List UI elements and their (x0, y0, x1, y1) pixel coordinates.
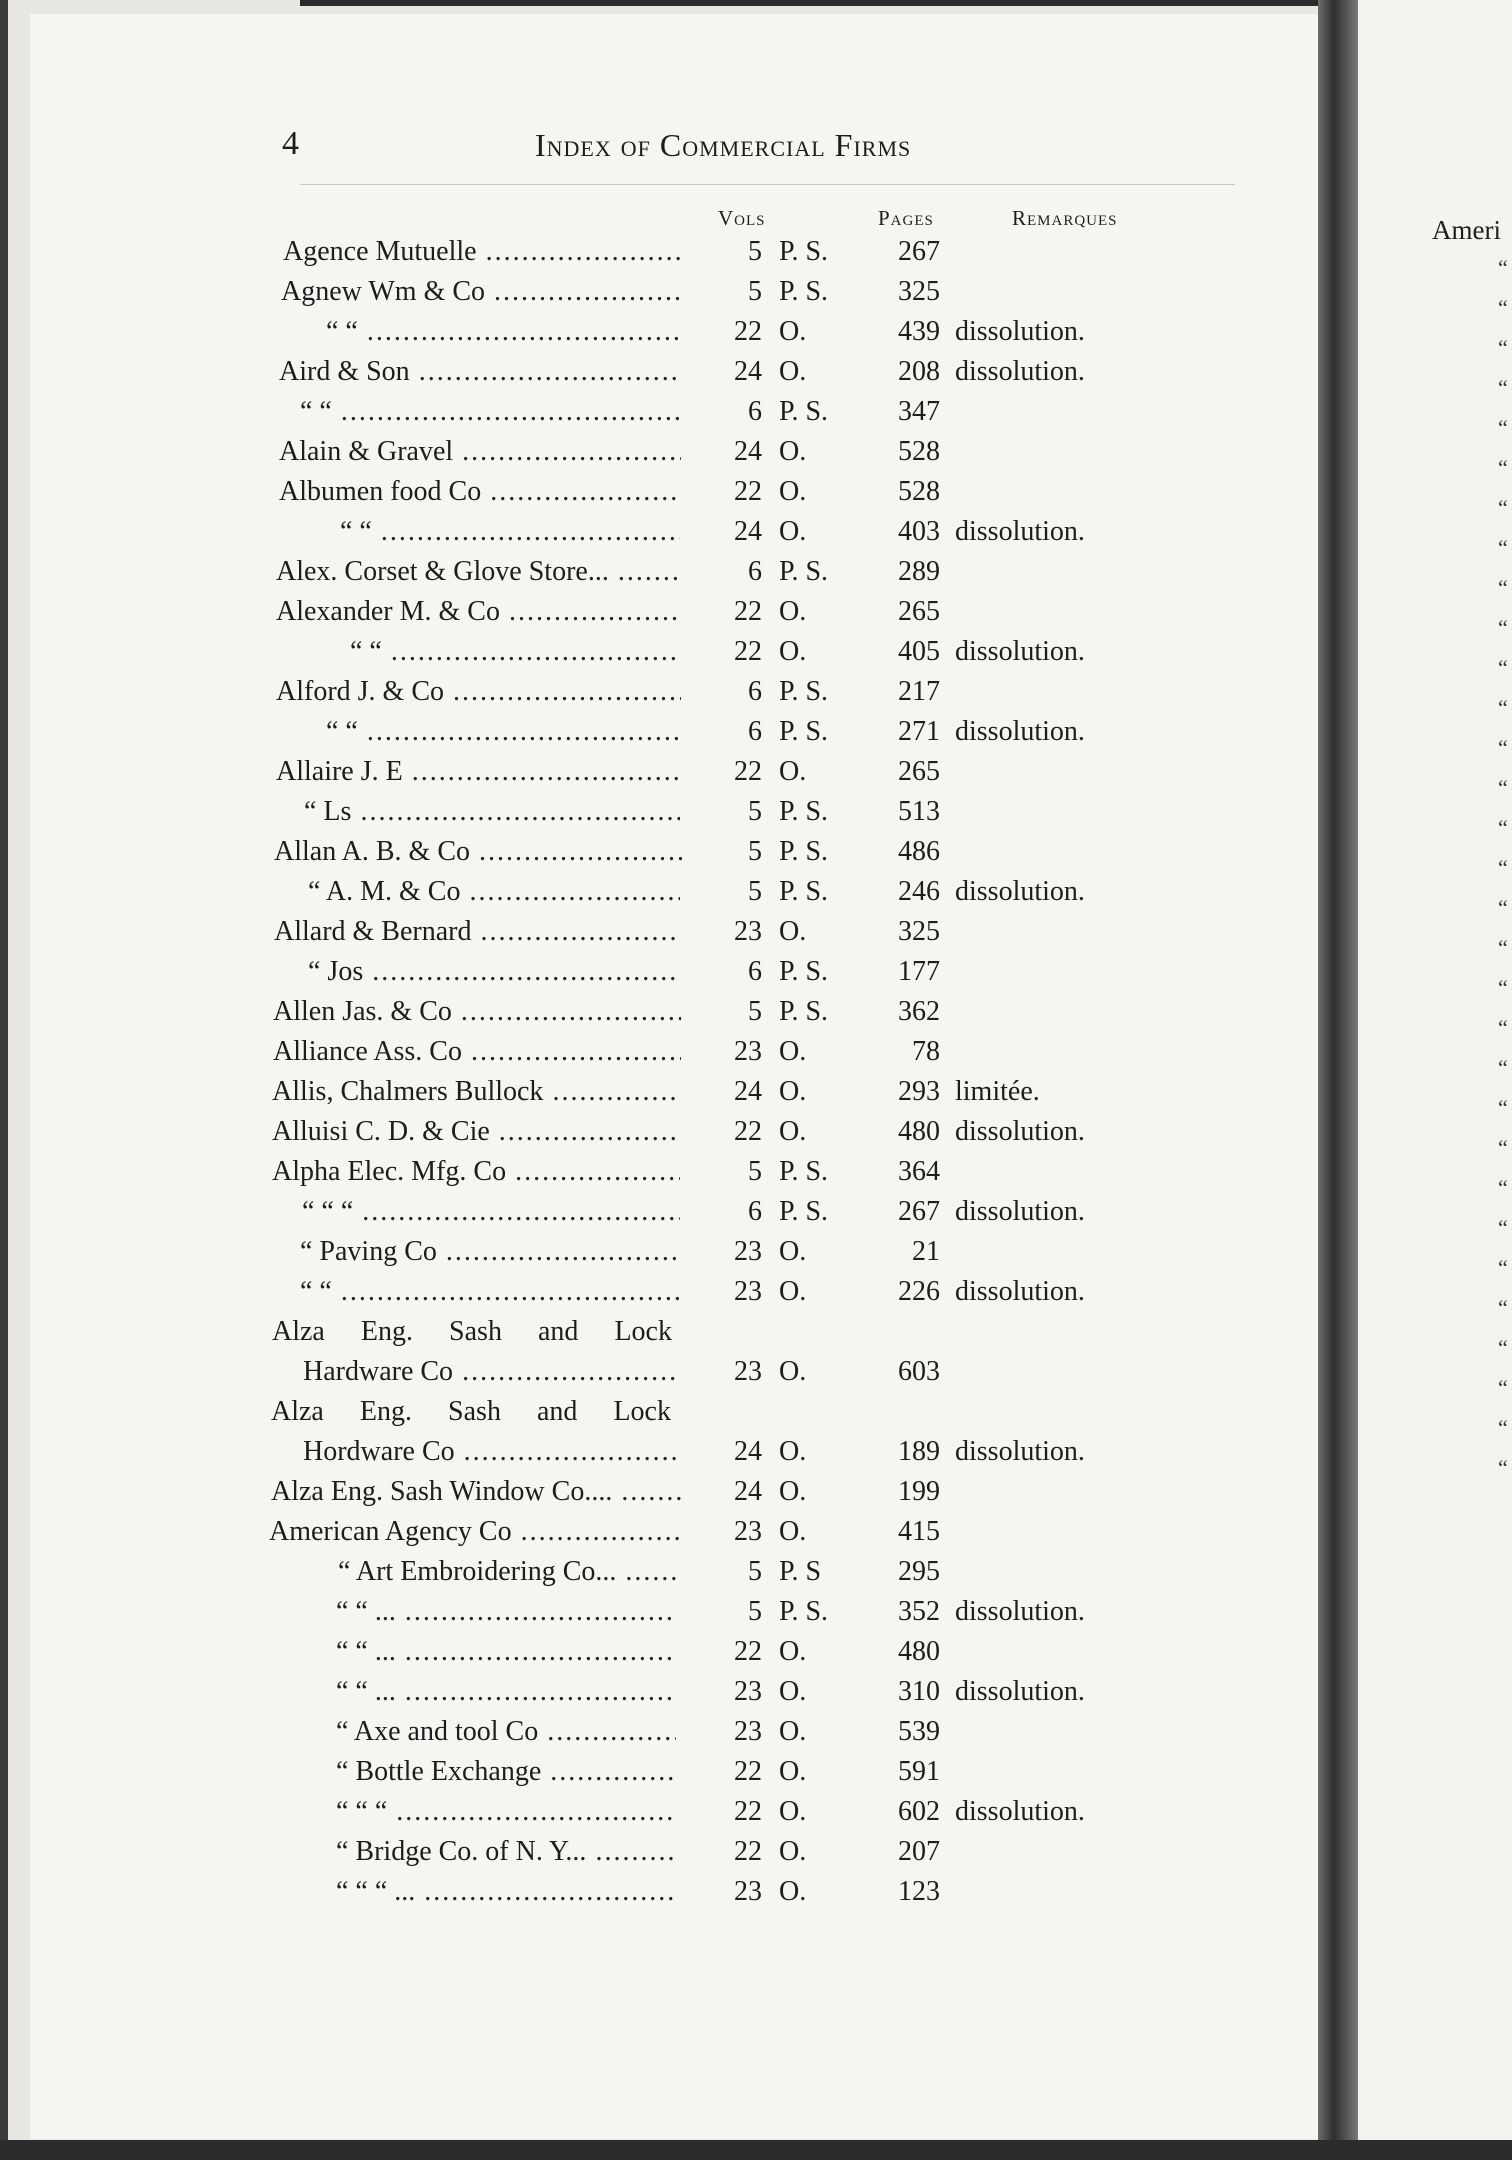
volume-number: 6 (748, 676, 762, 707)
index-entry (0, 752, 1200, 792)
volume-number: 5 (748, 796, 762, 827)
page-reference: 289 (898, 556, 940, 587)
series-code: O. (779, 1276, 807, 1307)
series-code: O. (779, 1796, 807, 1827)
facing-page-ditto-mark: “ (1498, 1135, 1508, 1160)
remark-text: dissolution. (955, 1116, 1085, 1147)
volume-number: 23 (734, 1236, 762, 1267)
facing-page-ditto-mark: “ (1498, 535, 1508, 560)
book-gutter (1318, 0, 1358, 2160)
index-entry (0, 1552, 1200, 1592)
remark-text: dissolution. (955, 1196, 1085, 1227)
facing-page-ditto-mark: “ (1498, 775, 1508, 800)
volume-number: 23 (734, 916, 762, 947)
series-code: O. (779, 756, 807, 787)
firm-name: “ “ ..... (326, 712, 682, 752)
firm-name: Allan A. B. & Co ..... (274, 832, 682, 872)
index-entry (0, 352, 1200, 392)
volume-number: 5 (748, 1156, 762, 1187)
facing-page-ditto-mark: “ (1498, 1295, 1508, 1320)
remark-text: dissolution. (955, 1796, 1085, 1827)
volume-number: 23 (734, 1036, 762, 1067)
firm-name: “ A. M. & Co ..... (308, 872, 680, 912)
firm-name: American Agency Co ..... (269, 1512, 679, 1552)
firm-name: “ Paving Co ..... (300, 1232, 680, 1272)
volume-number: 24 (734, 516, 762, 547)
index-entry (0, 1472, 1200, 1512)
page-reference: 362 (898, 996, 940, 1027)
firm-name: “ Bottle Exchange ..... (336, 1752, 676, 1792)
volume-number: 23 (734, 1676, 762, 1707)
page-reference: 177 (898, 956, 940, 987)
page-reference: 246 (898, 876, 940, 907)
page-reference: 352 (898, 1596, 940, 1627)
firm-name: “ “ ..... (340, 512, 680, 552)
volume-number: 23 (734, 1276, 762, 1307)
facing-page (1358, 0, 1512, 2160)
index-entry (0, 1272, 1200, 1312)
firm-name: “ “ ... ..... (336, 1672, 676, 1712)
series-code: P. S. (779, 396, 829, 427)
remark-text: dissolution. (955, 1676, 1085, 1707)
page-reference: 486 (898, 836, 940, 867)
series-code: P. S. (779, 956, 829, 987)
index-entry (0, 1352, 1200, 1392)
series-code: O. (779, 316, 807, 347)
index-entry (0, 1712, 1200, 1752)
facing-page-ditto-mark: “ (1498, 1415, 1508, 1440)
page-number: 4 (282, 125, 299, 162)
volume-number: 5 (748, 276, 762, 307)
index-entry (0, 1512, 1200, 1552)
page-reference: 347 (898, 396, 940, 427)
firm-name: Hordware Co ..... (303, 1432, 679, 1472)
facing-page-ditto-mark: “ (1498, 1215, 1508, 1240)
page-reference: 405 (898, 636, 940, 667)
volume-number: 6 (748, 396, 762, 427)
facing-page-word: Ameri (1432, 215, 1501, 245)
page-reference: 123 (898, 1876, 940, 1907)
volume-number: 22 (734, 1836, 762, 1867)
index-entry (0, 1392, 1200, 1432)
firm-name: “ Art Embroidering Co... ..... (338, 1552, 676, 1592)
series-code: O. (779, 476, 807, 507)
volume-number: 6 (748, 556, 762, 587)
firm-name: Alliance Ass. Co ..... (273, 1032, 681, 1072)
page-reference: 513 (898, 796, 940, 827)
index-entry (0, 1872, 1200, 1912)
page-reference: 189 (898, 1436, 940, 1467)
firm-name: Alza Eng. Sash Window Co.... ..... (271, 1472, 681, 1512)
volume-number: 5 (748, 236, 762, 267)
firm-name: Albumen food Co ..... (279, 472, 681, 512)
volume-number: 24 (734, 356, 762, 387)
firm-name: “ “ “ ..... (336, 1792, 676, 1832)
firm-name: Alza Eng. Sash and Lock (272, 1316, 672, 1347)
firm-name: “ “ ..... (350, 632, 680, 672)
volume-number: 23 (734, 1516, 762, 1547)
scan-bottom-edge (0, 2140, 1512, 2160)
facing-page-ditto-mark: “ (1498, 495, 1508, 520)
index-entry (0, 872, 1200, 912)
facing-page-ditto-mark: “ (1498, 335, 1508, 360)
index-entry (0, 1632, 1200, 1672)
facing-page-ditto-mark: “ (1498, 855, 1508, 880)
firm-name: Agence Mutuelle ..... (283, 232, 683, 272)
volume-number: 23 (734, 1356, 762, 1387)
series-code: O. (779, 596, 807, 627)
series-code: P. S. (779, 1596, 829, 1627)
series-code: O. (779, 1236, 807, 1267)
index-entry (0, 1672, 1200, 1712)
page-reference: 539 (898, 1716, 940, 1747)
firm-name: Alluisi C. D. & Cie ..... (272, 1112, 680, 1152)
volume-number: 22 (734, 636, 762, 667)
column-header-pages: Pages (878, 206, 934, 230)
series-code: O. (779, 1436, 807, 1467)
index-entry (0, 1752, 1200, 1792)
index-entry (0, 1232, 1200, 1272)
series-code: O. (779, 1676, 807, 1707)
page-reference: 325 (898, 276, 940, 307)
index-entry (0, 632, 1200, 672)
page-reference: 78 (912, 1036, 940, 1067)
index-entry (0, 592, 1200, 632)
volume-number: 23 (734, 1876, 762, 1907)
firm-name: Agnew Wm & Co ..... (281, 272, 681, 312)
firm-name: Alain & Gravel ..... (279, 432, 681, 472)
series-code: O. (779, 1756, 807, 1787)
facing-page-ditto-mark: “ (1498, 1095, 1508, 1120)
facing-page-ditto-mark: “ (1498, 415, 1508, 440)
remark-text: dissolution. (955, 1596, 1085, 1627)
remark-text: dissolution. (955, 356, 1085, 387)
page-reference: 439 (898, 316, 940, 347)
facing-page-ditto-mark: “ (1498, 1455, 1508, 1480)
series-code: O. (779, 436, 807, 467)
facing-page-ditto-mark: “ (1498, 455, 1508, 480)
firm-name: Alford J. & Co ..... (276, 672, 681, 712)
firm-name: Alex. Corset & Glove Store... ..... (276, 552, 681, 592)
facing-page-ditto-mark: “ (1498, 575, 1508, 600)
page-reference: 603 (898, 1356, 940, 1387)
firm-name: “ “ “ ... ..... (336, 1872, 676, 1912)
remark-text: dissolution. (955, 876, 1085, 907)
page-reference: 267 (898, 236, 940, 267)
header-rule (300, 184, 1235, 185)
series-code: P. S. (779, 236, 829, 267)
facing-page-ditto-mark: “ (1498, 1055, 1508, 1080)
index-entry (0, 472, 1200, 512)
index-entry (0, 1432, 1200, 1472)
firm-name: “ “ ..... (300, 392, 680, 432)
index-entry (0, 1112, 1200, 1152)
index-entry (0, 272, 1200, 312)
volume-number: 23 (734, 1716, 762, 1747)
index-entry (0, 992, 1200, 1032)
facing-page-ditto-mark: “ (1498, 375, 1508, 400)
index-entry (0, 832, 1200, 872)
series-code: O. (779, 1716, 807, 1747)
remark-text: limitée. (955, 1076, 1040, 1107)
index-entry (0, 1832, 1200, 1872)
series-code: O. (779, 1036, 807, 1067)
index-entry (0, 1072, 1200, 1112)
series-code: P. S. (779, 1156, 829, 1187)
page-reference: 403 (898, 516, 940, 547)
volume-number: 5 (748, 1596, 762, 1627)
series-code: P. S. (779, 876, 829, 907)
volume-number: 22 (734, 476, 762, 507)
remark-text: dissolution. (955, 636, 1085, 667)
series-code: P. S. (779, 556, 829, 587)
facing-page-ditto-mark: “ (1498, 735, 1508, 760)
page-reference: 480 (898, 1116, 940, 1147)
series-code: P. S. (779, 1196, 829, 1227)
volume-number: 24 (734, 436, 762, 467)
series-code: P. S (779, 1556, 822, 1587)
firm-name: Aird & Son ..... (279, 352, 681, 392)
page-reference: 226 (898, 1276, 940, 1307)
firm-name: “ “ ..... (300, 1272, 680, 1312)
index-entry (0, 792, 1200, 832)
firm-name: Alexander M. & Co ..... (276, 592, 681, 632)
running-title: Index of Commercial Firms (535, 127, 912, 163)
page-header (0, 125, 1300, 175)
volume-number: 24 (734, 1076, 762, 1107)
index-entry (0, 392, 1200, 432)
volume-number: 22 (734, 1756, 762, 1787)
index-entry (0, 1152, 1200, 1192)
page-reference: 325 (898, 916, 940, 947)
firm-name: “ “ ... ..... (336, 1592, 676, 1632)
page-reference: 267 (898, 1196, 940, 1227)
series-code: O. (779, 356, 807, 387)
firm-name: Allaire J. E ..... (276, 752, 681, 792)
volume-number: 22 (734, 1636, 762, 1667)
index-entry (0, 952, 1200, 992)
series-code: O. (779, 1356, 807, 1387)
series-code: O. (779, 636, 807, 667)
volume-number: 22 (734, 756, 762, 787)
facing-page-ditto-mark: “ (1498, 815, 1508, 840)
series-code: P. S. (779, 716, 829, 747)
index-entry (0, 552, 1200, 592)
page-reference: 265 (898, 756, 940, 787)
page-reference: 217 (898, 676, 940, 707)
firm-name: “ Ls ..... (304, 792, 680, 832)
firm-name: Alpha Elec. Mfg. Co ..... (272, 1152, 680, 1192)
facing-page-ditto-mark: “ (1498, 655, 1508, 680)
series-code: O. (779, 1516, 807, 1547)
volume-number: 22 (734, 316, 762, 347)
page-reference: 293 (898, 1076, 940, 1107)
series-code: O. (779, 1076, 807, 1107)
firm-name: “ “ ..... (326, 312, 678, 352)
index-entry (0, 1592, 1200, 1632)
series-code: O. (779, 916, 807, 947)
page-reference: 265 (898, 596, 940, 627)
volume-number: 6 (748, 1196, 762, 1227)
facing-page-ditto-mark: “ (1498, 895, 1508, 920)
series-code: P. S. (779, 996, 829, 1027)
index-entry (0, 1192, 1200, 1232)
volume-number: 5 (748, 1556, 762, 1587)
firm-name: “ “ ... ..... (336, 1632, 676, 1672)
page-reference: 364 (898, 1156, 940, 1187)
volume-number: 22 (734, 1796, 762, 1827)
firm-name: Allen Jas. & Co ..... (273, 992, 681, 1032)
firm-name: Allis, Chalmers Bullock ..... (272, 1072, 680, 1112)
facing-page-ditto-mark: “ (1498, 975, 1508, 1000)
firm-name: Allard & Bernard ..... (274, 912, 680, 952)
remark-text: dissolution. (955, 1436, 1085, 1467)
facing-page-ditto-mark: “ (1498, 1175, 1508, 1200)
facing-page-ditto-mark: “ (1498, 695, 1508, 720)
column-header-vols: Vols (718, 206, 766, 230)
facing-page-ditto-mark: “ (1498, 1015, 1508, 1040)
page-reference: 415 (898, 1516, 940, 1547)
index-entry (0, 1312, 1200, 1352)
firm-name: Alza Eng. Sash and Lock (271, 1396, 671, 1427)
page-reference: 310 (898, 1676, 940, 1707)
volume-number: 22 (734, 1116, 762, 1147)
page-reference: 271 (898, 716, 940, 747)
volume-number: 6 (748, 956, 762, 987)
firm-name: “ Axe and tool Co ..... (336, 1712, 676, 1752)
series-code: O. (779, 1116, 807, 1147)
series-code: P. S. (779, 676, 829, 707)
index-entry (0, 232, 1200, 272)
index-entry (0, 672, 1200, 712)
series-code: O. (779, 1636, 807, 1667)
facing-page-ditto-mark: “ (1498, 295, 1508, 320)
page-reference: 602 (898, 1796, 940, 1827)
series-code: O. (779, 1876, 807, 1907)
page-reference: 528 (898, 476, 940, 507)
volume-number: 24 (734, 1436, 762, 1467)
facing-page-ditto-mark: “ (1498, 255, 1508, 280)
index-entry (0, 712, 1200, 752)
facing-page-ditto-mark: “ (1498, 1335, 1508, 1360)
volume-number: 6 (748, 716, 762, 747)
remark-text: dissolution. (955, 1276, 1085, 1307)
page-reference: 480 (898, 1636, 940, 1667)
column-header-remarks: Remarques (1012, 206, 1118, 230)
facing-page-ditto-mark: “ (1498, 615, 1508, 640)
page-reference: 21 (912, 1236, 940, 1267)
index-entry (0, 312, 1200, 352)
index-entry (0, 912, 1200, 952)
index-entry (0, 1032, 1200, 1072)
volume-number: 5 (748, 876, 762, 907)
index-entry (0, 1792, 1200, 1832)
volume-number: 5 (748, 996, 762, 1027)
page-reference: 591 (898, 1756, 940, 1787)
volume-number: 5 (748, 836, 762, 867)
index-entry (0, 512, 1200, 552)
remark-text: dissolution. (955, 516, 1085, 547)
volume-number: 24 (734, 1476, 762, 1507)
firm-name: “ “ “ ..... (302, 1192, 680, 1232)
page-reference: 528 (898, 436, 940, 467)
firm-name: “ Bridge Co. of N. Y... ..... (336, 1832, 676, 1872)
remark-text: dissolution. (955, 316, 1085, 347)
remark-text: dissolution. (955, 716, 1085, 747)
page-reference: 208 (898, 356, 940, 387)
page-reference: 295 (898, 1556, 940, 1587)
series-code: P. S. (779, 836, 829, 867)
facing-page-ditto-mark: “ (1498, 1375, 1508, 1400)
page-reference: 207 (898, 1836, 940, 1867)
firm-name: “ Jos ..... (308, 952, 680, 992)
series-code: O. (779, 1836, 807, 1867)
facing-page-ditto-mark: “ (1498, 1255, 1508, 1280)
series-code: O. (779, 1476, 807, 1507)
scan-top-edge (300, 0, 1320, 6)
facing-page-ditto-mark: “ (1498, 935, 1508, 960)
firm-name: Hardware Co ..... (303, 1352, 679, 1392)
series-code: O. (779, 516, 807, 547)
series-code: P. S. (779, 796, 829, 827)
index-entry (0, 432, 1200, 472)
volume-number: 22 (734, 596, 762, 627)
series-code: P. S. (779, 276, 829, 307)
page-reference: 199 (898, 1476, 940, 1507)
